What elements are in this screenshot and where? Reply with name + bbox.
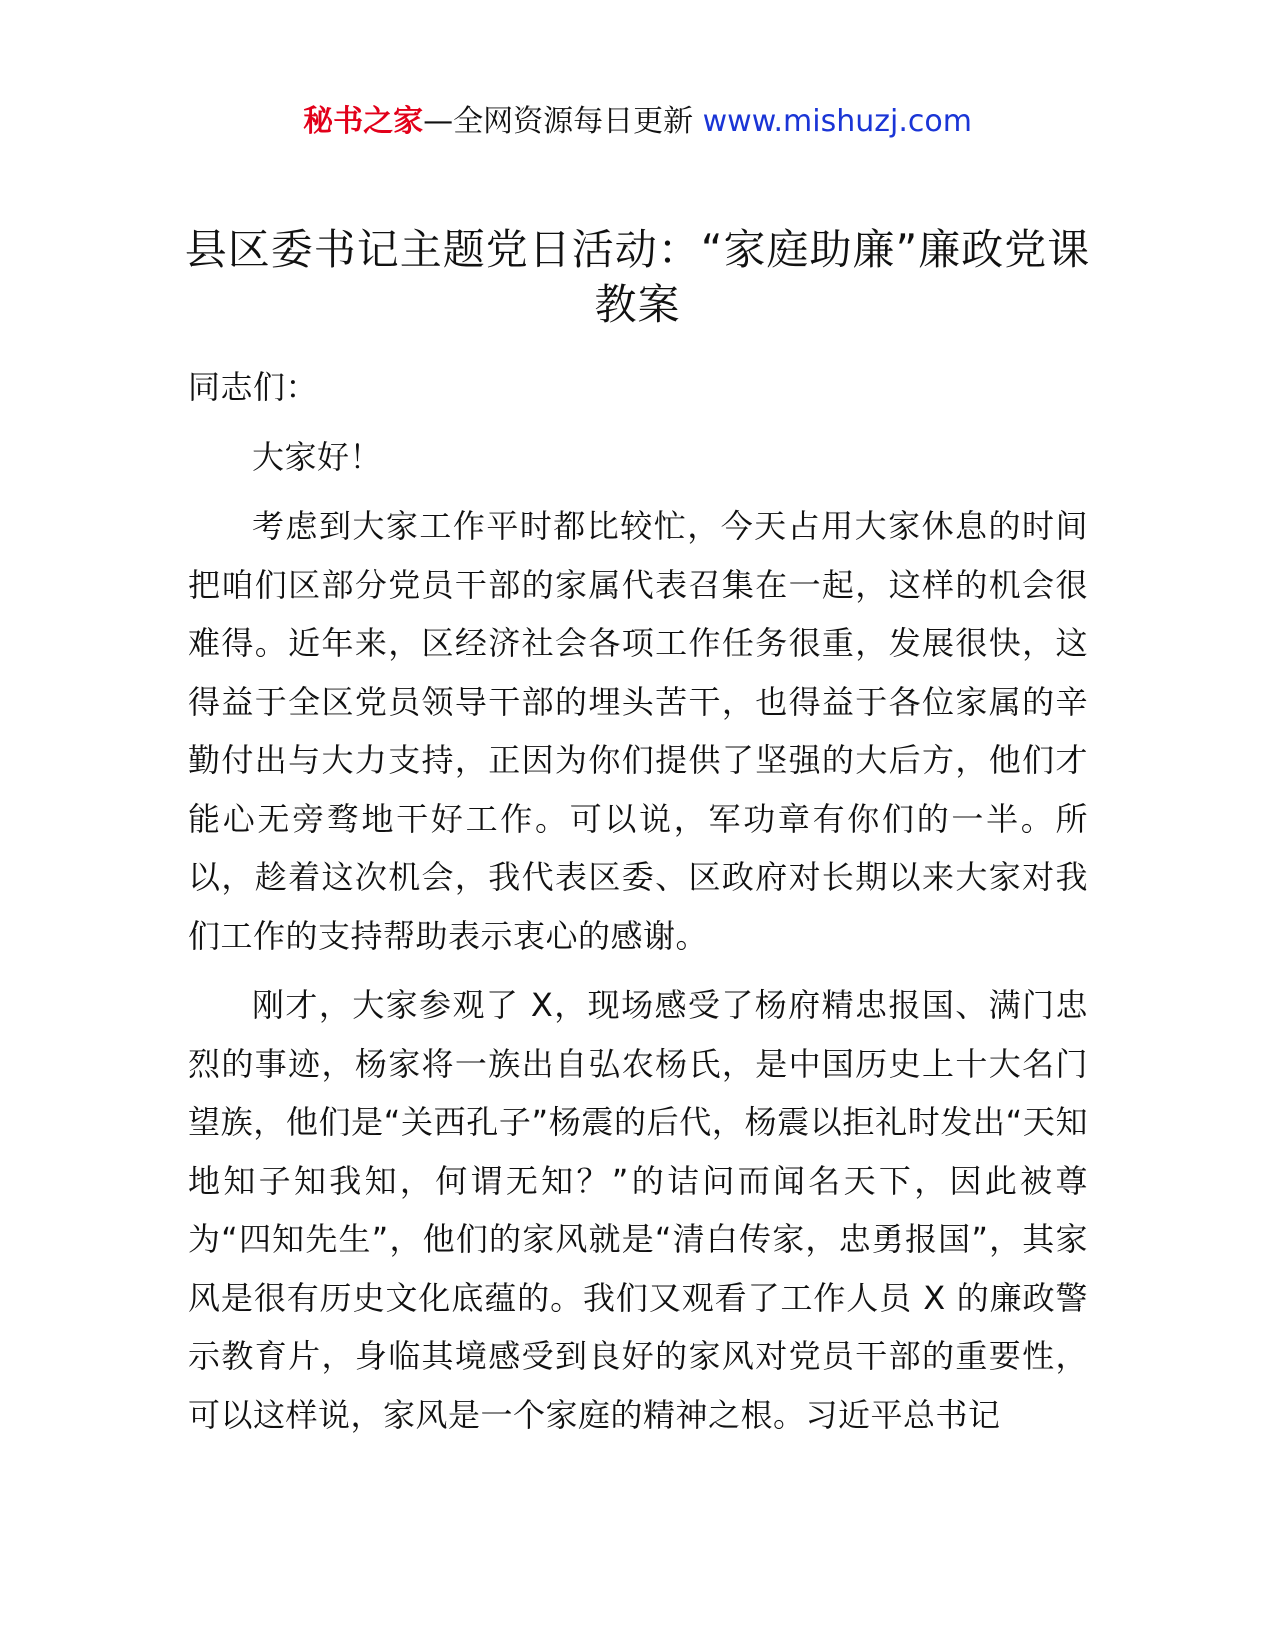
site-url-link[interactable]: www.mishuzj.com [702, 104, 972, 139]
site-brand: 秘书之家 [303, 104, 424, 139]
site-tagline: —全网资源每日更新 [423, 104, 703, 139]
document-body [188, 358, 1088, 1455]
document-title: 县区委书记主题党日活动：“家庭助廉”廉政党课教案 [184, 225, 1091, 329]
salutation: 同志们： [188, 368, 319, 406]
greeting: 大家好！ [252, 437, 383, 476]
paragraph-1: 考虑到大家工作平时都比较忙，今天占用大家休息的时间把咱们区部分党员干部的家属代表召集在一起，这样的机会很难得。近年来，区经济社会各项工作任务很重，发展很快，这得益于全区党员领导干部的埋头苦干，也得益于各位家属的辛勤付出与大力支持，正因为你们提供了坚强的大后方，他们才能心无旁骛地干好工作。可以说，军功章有你们的一半。所以，趁着这次机会，我代表区委、区政府对长期以来大家对我们工作的支持帮助表示衷心的感谢。 [188, 507, 1088, 955]
site-header [0, 100, 1275, 144]
paragraph-2: 刚才，大家参观了 X，现场感受了杨府精忠报国、满门忠烈的事迹，杨家将一族出自弘农杨氏，是中国历史上十大名门望族，他们是“关西孔子”杨震的后代，杨震以拒礼时发出“天知地知子知我知，何谓无知？”的诘问而闻名天下，因此被尊为“四知先生”，他们的家风就是“清白传家，忠勇报国”，其家风是很有历史文化底蕴的。我们又观看了工作人员 X 的廉政警示教育片，身临其境感受到良好的家风对党员干部的重要性，可以这样说，家风是一个家庭的精神之根。习近平总书记 [188, 986, 1088, 1434]
